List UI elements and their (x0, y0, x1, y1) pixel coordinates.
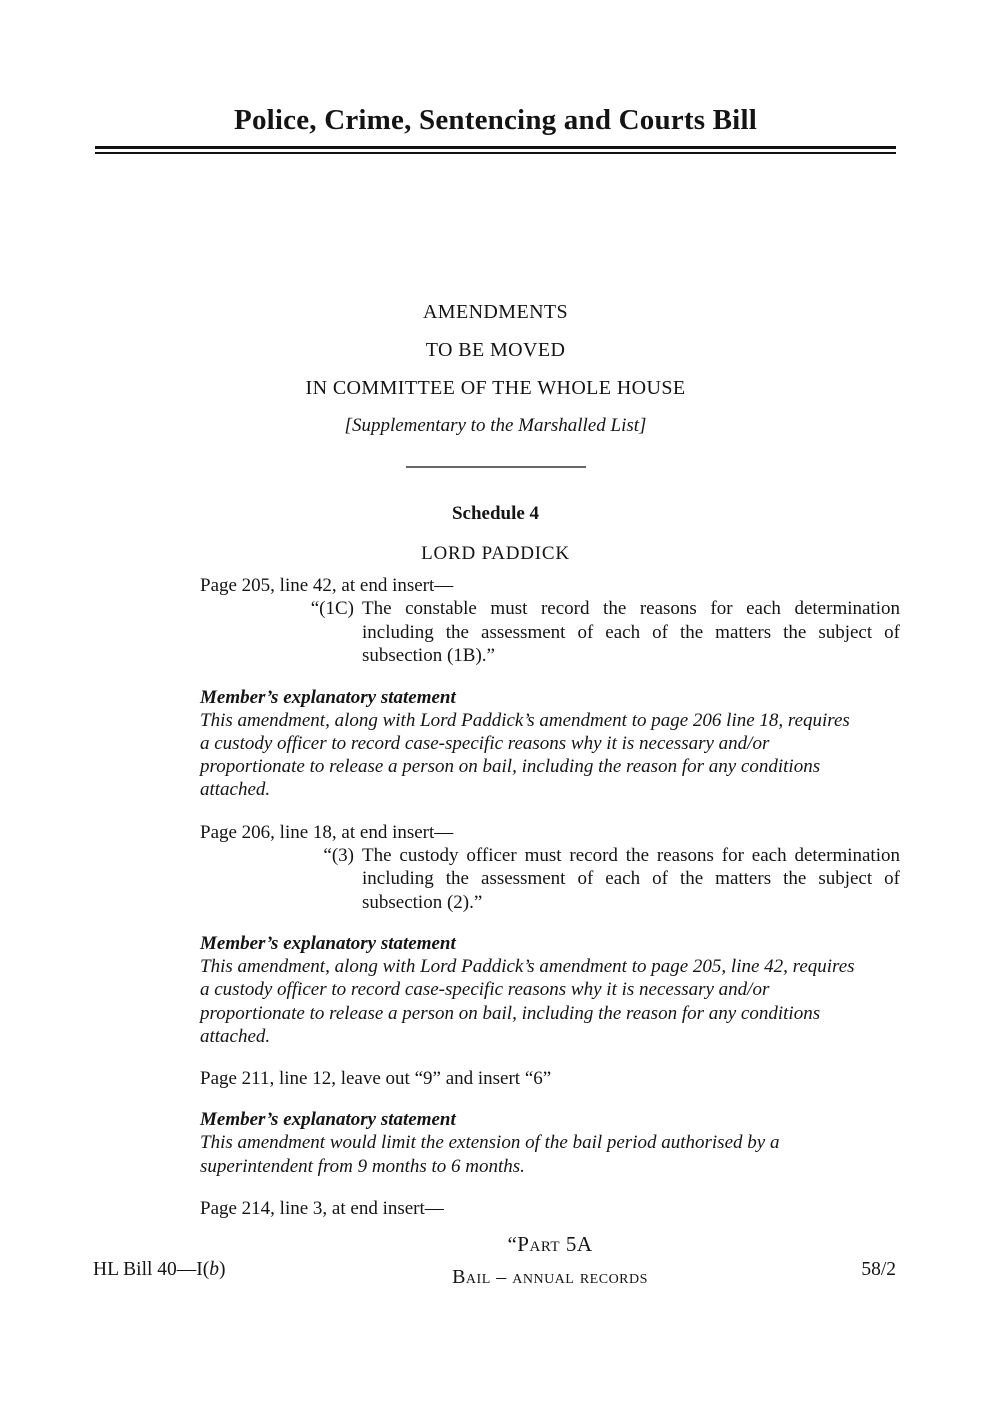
part-subheading: Bail – annual records (452, 1265, 648, 1288)
quote-subsection-label: “(1C) (310, 598, 354, 619)
amendments-body (200, 574, 900, 1289)
sheet-number: 58/2 (861, 1259, 896, 1280)
bill-title: Police, Crime, Sentencing and Courts Bill (234, 104, 757, 136)
section-divider (406, 466, 586, 468)
amendment-instruction: Page 211, line 12, leave out “9” and insert “6” (200, 1068, 552, 1090)
explanatory-text: This amendment, along with Lord Paddick’s amendment to page 206 line 18, requires a custody officer to record case-specific reasons why it is necessary and/or proportionate to release a person on bail, including the reason for any conditions attached. (200, 709, 850, 801)
explanatory-statement (200, 1108, 900, 1178)
amendment-quote (200, 844, 900, 915)
amendment-instruction: Page 205, line 42, at end insert— (200, 575, 454, 596)
heading-to-be-moved: TO BE MOVED (425, 339, 566, 361)
amendment-page-206-line-18 (200, 821, 900, 1049)
heading-subtitle: [Supplementary to the Marshalled List] (344, 415, 647, 436)
bill-reference (93, 1258, 226, 1282)
page-footer (93, 1258, 896, 1282)
explanatory-heading: Member’s explanatory statement (200, 1109, 456, 1131)
amendment-quote (200, 597, 900, 668)
heading-committee: IN COMMITTEE OF THE WHOLE HOUSE (305, 377, 686, 399)
explanatory-heading: Member’s explanatory statement (200, 686, 456, 708)
title-rule (95, 146, 896, 154)
bill-reference-suffix: ) (219, 1259, 226, 1280)
explanatory-heading: Member’s explanatory statement (200, 933, 456, 955)
amendment-instruction: Page 206, line 18, at end insert— (200, 821, 454, 843)
quote-subsection-label: “(3) (323, 844, 354, 866)
quote-text: The custody officer must record the reasons for each determination including the assessment of each of the matters the subject of subsection (2).” (362, 844, 900, 913)
bill-reference-prefix: HL Bill 40—I( (93, 1259, 210, 1280)
amendment-page-205-line-42 (200, 574, 900, 802)
explanatory-statement (200, 932, 900, 1048)
explanatory-statement (200, 686, 900, 802)
part-heading: “Part 5A (507, 1231, 593, 1256)
heading-block (0, 300, 991, 438)
quote-text: The constable must record the reasons for each determination including the assessment of each of the matters the subject of subsection (1B).” (362, 598, 900, 666)
bill-reference-letter: b (209, 1259, 220, 1280)
amendment-page-211-line-12 (200, 1067, 900, 1178)
heading-amendments: AMENDMENTS (422, 301, 569, 323)
member-name: LORD PADDICK (421, 543, 570, 564)
explanatory-text: This amendment, along with Lord Paddick’s amendment to page 205, line 42, requires a custody officer to record case-specific reasons why it is necessary and/or proportionate to release a person on bail, including the reason for any conditions attached. (200, 956, 855, 1048)
schedule-title: Schedule 4 (451, 503, 540, 524)
amendment-instruction: Page 214, line 3, at end insert— (200, 1197, 444, 1219)
explanatory-text: This amendment would limit the extension of the bail period authorised by a superintendent from 9 months to 6 months. (200, 1132, 780, 1177)
